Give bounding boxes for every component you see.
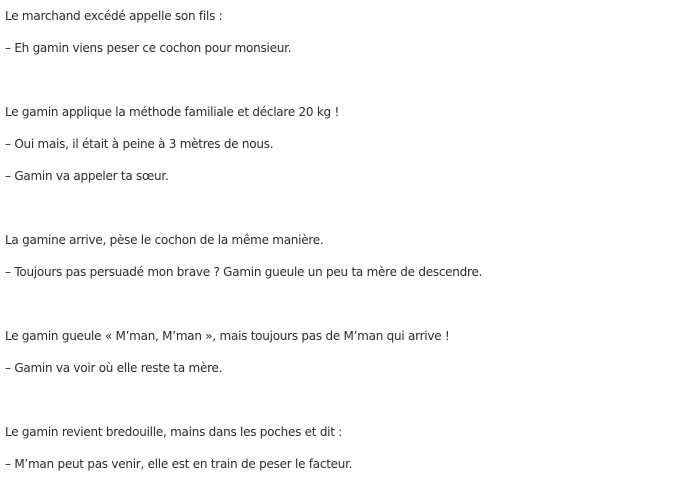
paragraph-spacer bbox=[5, 64, 691, 96]
paragraph-4 bbox=[5, 320, 691, 384]
paragraph-3 bbox=[5, 224, 691, 288]
paragraph-spacer bbox=[5, 192, 691, 224]
text-line: Le gamin revient bredouille, mains dans les poches et dit : bbox=[5, 425, 343, 439]
text-line: – Oui mais, il était à peine à 3 mètres de nous. bbox=[5, 137, 274, 151]
text-line: – Gamin va appeler ta sœur. bbox=[5, 169, 169, 183]
text-line: Le gamin applique la méthode familiale et déclare 20 kg ! bbox=[5, 105, 340, 119]
text-line: – M’man peut pas venir, elle est en train de peser le facteur. bbox=[5, 457, 353, 471]
text-line: Le marchand excédé appelle son fils : bbox=[5, 9, 223, 23]
paragraph-1 bbox=[5, 0, 691, 64]
joke-text bbox=[5, 0, 691, 480]
text-line: La gamine arrive, pèse le cochon de la même manière. bbox=[5, 233, 324, 247]
text-line: – Toujours pas persuadé mon brave ? Gamin gueule un peu ta mère de descendre. bbox=[5, 265, 483, 279]
paragraph-5 bbox=[5, 416, 691, 480]
text-line: – Gamin va voir où elle reste ta mère. bbox=[5, 361, 223, 375]
text-line: Le gamin gueule « M’man, M’man », mais toujours pas de M’man qui arrive ! bbox=[5, 329, 450, 343]
paragraph-spacer bbox=[5, 288, 691, 320]
paragraph-2 bbox=[5, 96, 691, 192]
text-line: – Eh gamin viens peser ce cochon pour monsieur. bbox=[5, 41, 292, 55]
paragraph-spacer bbox=[5, 384, 691, 416]
